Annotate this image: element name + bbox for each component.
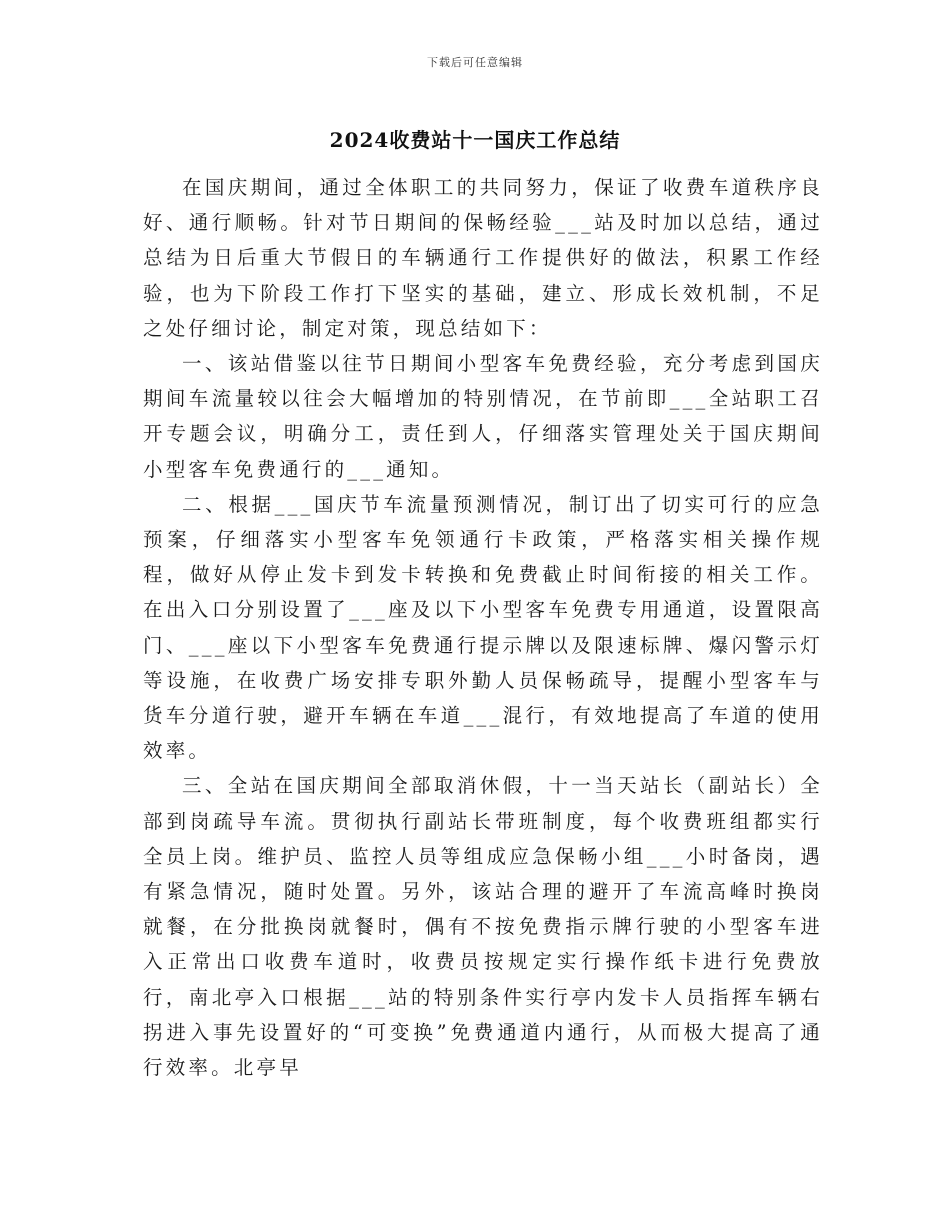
paragraph-section-2: 二、根据___国庆节车流量预测情况，制订出了切实可行的应急预案，仔细落实小型客车免领通行卡政策，严格落实相关操作规程，做好从停止发卡到发卡转换和免费截止时间衔接的相关工作。在出入口分别设置了___座及以下小型客车免费专用通道，设置限高门、___座以下小型客车免费通行提示牌以及限速标牌、爆闪警示灯等设施，在收费广场安排专职外勤人员保畅疏导，提醒小型客车与货车分道行驶，避开车辆在车道___混行，有效地提高了车道的使用效率。 — [143, 492, 823, 763]
paragraph-section-1: 一、该站借鉴以往节日期间小型客车免费经验，充分考虑到国庆期间车流量较以往会大幅增加的特别情况，在节前即___全站职工召开专题会议，明确分工，责任到人，仔细落实管理处关于国庆期间小型客车免费通行的___通知。 — [143, 352, 823, 481]
header-note: 下载后可任意编辑 — [427, 56, 523, 69]
document-title: 2024收费站十一国庆工作总结 — [329, 128, 621, 152]
paragraph-intro: 在国庆期间，通过全体职工的共同努力，保证了收费车道秩序良好、通行顺畅。针对节日期间的保畅经验___站及时加以总结，通过总结为日后重大节假日的车辆通行工作提供好的做法，积累工作经验，也为下阶段工作打下坚实的基础，建立、形成长效机制，不足之处仔细讨论，制定对策，现总结如下： — [143, 176, 823, 340]
paragraph-section-3: 三、全站在国庆期间全部取消休假，十一当天站长（副站长）全部到岗疏导车流。贯彻执行副站长带班制度，每个收费班组都实行全员上岗。维护员、监控人员等组成应急保畅小组___小时备岗，遇有紧急情况，随时处置。另外，该站合理的避开了车流高峰时换岗就餐，在分批换岗就餐时，偶有不按免费指示牌行驶的小型客车进入正常出口收费车道时，收费员按规定实行操作纸卡进行免费放行，南北亭入口根据___站的特别条件实行亭内发卡人员指挥车辆右拐进入事先设置好的“可变换”免费通道内通行，从而极大提高了通行效率。北亭早 — [143, 774, 823, 1080]
document-body — [143, 170, 823, 1085]
